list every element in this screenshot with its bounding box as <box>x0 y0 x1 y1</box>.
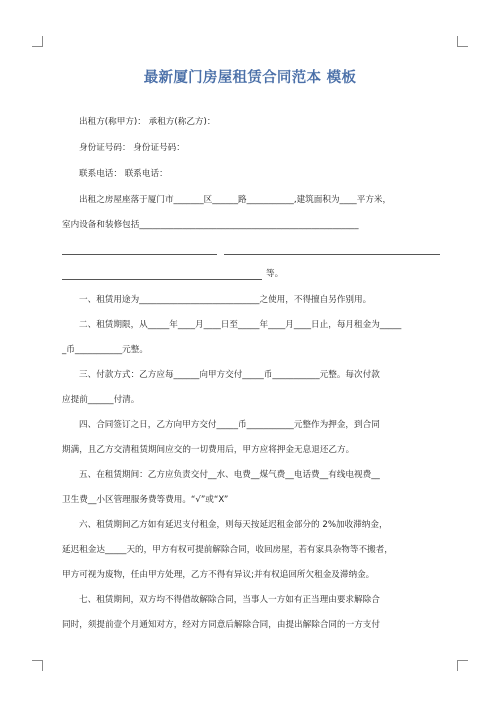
corner-mark-top-right <box>457 36 468 47</box>
paragraph-location: 出租之房屋座落于厦门市_______区______路___________,建筑面积为____平方米， <box>79 195 392 205</box>
clause-4-refund: 期满，且乙方交清租赁期间应交的一切费用后，甲方应将押金无息退还乙方。 <box>62 445 355 455</box>
corner-mark-top-left <box>32 36 43 47</box>
clause-7-no-termination: 七、租赁期间，双方均不得借故解除合同，当事人一方如有正当理由要求解除合 <box>79 595 380 605</box>
clause-5-other-fees: 卫生费__小区管理服务费等费用。“√”或“X” <box>62 495 229 505</box>
clause-6-termination: 延迟租金达_____天的，甲方有权可提前解除合同，收回房屋，若有家具杂物等不搬者， <box>62 545 393 555</box>
clause-7-notice: 同时，须提前壹个月通知对方，经对方同意后解除合同，由提出解除合同的一方支付 <box>62 620 380 630</box>
clause-6-items: 甲方可视为废物，任由甲方处理，乙方不得有异议;并有权追回所欠租金及滞纳金。 <box>62 570 375 580</box>
corner-mark-bottom-right <box>457 660 468 671</box>
clause-4-deposit: 四、合同签订之日，乙方向甲方交付_____币___________元整作为押金，到合同 <box>79 420 380 430</box>
paragraph-phone: 联系电话： 联系电话： <box>79 169 168 179</box>
clause-3-payment: 三、付款方式：乙方应每______向甲方交付_____币___________元整。每次付款 <box>79 370 380 380</box>
equipment-etc: 等。 <box>266 269 284 279</box>
corner-mark-bottom-left <box>32 660 43 671</box>
blank-underline <box>62 254 217 255</box>
clause-1-purpose: 一、租赁用途为____________________________之使用，不得擅自另作别用。 <box>79 295 372 305</box>
paragraph-equipment: 室内设备和装修包括___________________________________________________ <box>62 220 359 230</box>
clause-5-fees: 五、在租赁期间：乙方应负责交付__水、电费__煤气费__电话费__有线电视费__ <box>79 470 380 480</box>
blank-underline <box>62 279 262 280</box>
paragraph-id-number: 身份证号码： 身份证号码： <box>79 143 185 153</box>
paragraph-parties: 出租方(称甲方)： 承租方(称乙方)： <box>79 117 216 127</box>
clause-6-late-fee: 六、租赁期间乙方如有延迟支付租金，则每天按延迟租金部分的 2%加收滞纳金， <box>79 520 388 530</box>
clause-2-term: 二、租赁期限，从_____年____月____日至_____年____月____日止，每月租金为_____ <box>79 320 402 330</box>
document-title: 最新厦门房屋租赁合同范本 模板 <box>143 70 357 86</box>
clause-3-advance: 应提前______付清。 <box>62 395 140 405</box>
clause-2-rent: _币___________元整。 <box>62 345 148 355</box>
blank-underline <box>224 254 440 255</box>
